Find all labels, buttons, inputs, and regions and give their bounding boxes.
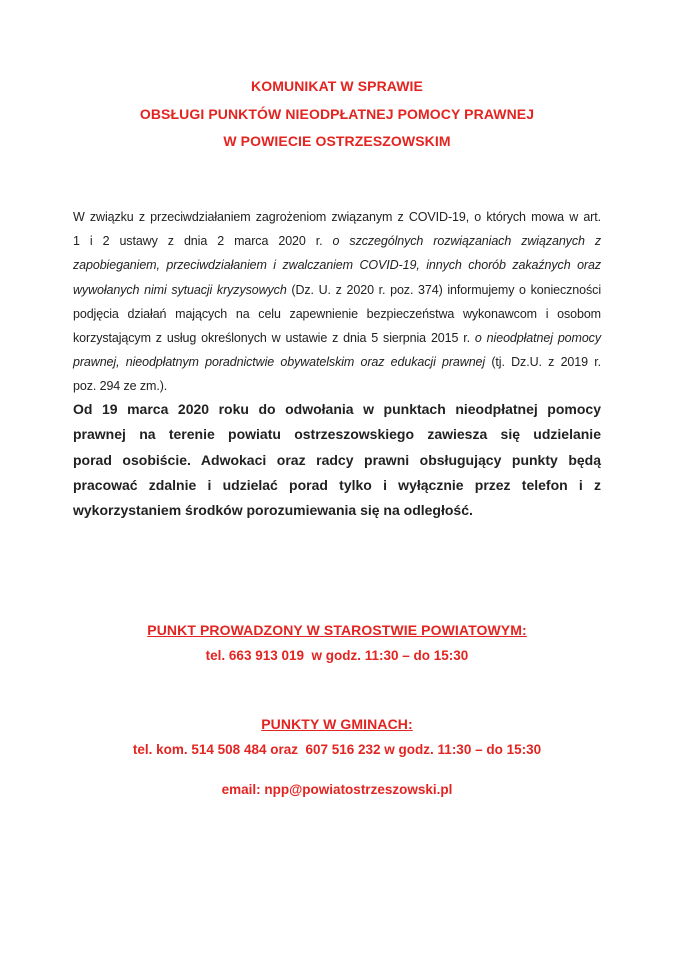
text-segment: poz. 294 ze zm.). xyxy=(73,379,168,394)
text-line xyxy=(73,350,601,374)
text-line xyxy=(73,498,601,523)
text-segment: OBSŁUGI PUNKTÓW NIEODPŁATNEJ POMOCY PRAWNEJ xyxy=(139,105,535,122)
text-segment: korzystającym z usług określonych w ustawie z dnia 5 sierpnia 2015 r. xyxy=(73,331,475,346)
text-line xyxy=(73,205,601,229)
text-segment: wykorzystaniem środków porozumiewania się na odległość. xyxy=(73,502,473,519)
text-segment: podjęcia działań mających na celu zapewnienie bezpieczeństwa wykonawcom i osobom xyxy=(73,306,601,321)
text-segment: prawnej na terenie powiatu ostrzeszowskiego zawiesza się udzielanie xyxy=(73,426,601,443)
text-line xyxy=(73,397,601,422)
text-line xyxy=(73,253,601,277)
text-segment: Od 19 marca 2020 roku do odwołania w punktach nieodpłatnej pomocy xyxy=(73,401,601,417)
gminy-phone-line: tel. kom. 514 508 484 oraz 607 516 232 w godz. 11:30 – do 15:30 xyxy=(132,742,542,757)
text-line xyxy=(73,101,601,129)
text-segment: W POWIECIE OSTRZESZOWSKIM xyxy=(223,133,451,149)
starostwo-section-heading: PUNKT PROWADZONY W STAROSTWIE POWIATOWYM: xyxy=(147,622,527,638)
text-line xyxy=(73,302,601,326)
text-line xyxy=(73,374,601,398)
document-title xyxy=(73,73,601,156)
text-segment: W związku z przeciwdziałaniem zagrożeniom związanym z COVID-19, o których mowa w art. xyxy=(73,210,601,224)
text-line xyxy=(73,448,601,473)
text-line xyxy=(73,422,601,447)
starostwo-phone-line: tel. 663 913 019 w godz. 11:30 – do 15:30 xyxy=(205,648,469,663)
text-line xyxy=(73,473,601,498)
text-segment: (Dz. U. z 2020 r. poz. 374) informujemy o konieczności xyxy=(286,282,601,297)
text-line xyxy=(73,278,601,302)
notice-paragraph xyxy=(73,397,601,523)
text-line xyxy=(73,73,601,101)
text-line xyxy=(73,326,601,350)
gminy-section-heading: PUNKTY W GMINACH: xyxy=(261,716,413,732)
italic-text-segment: zapobieganiem, przeciwdziałaniem i zwalczaniem COVID-19, innych chorób zakaźnych oraz xyxy=(73,258,601,273)
italic-text-segment: prawnej, nieodpłatnym poradnictwie obywatelskim oraz edukacji prawnej xyxy=(73,355,486,370)
intro-paragraph xyxy=(73,205,601,399)
italic-text-segment: o szczególnych rozwiązaniach związanych z xyxy=(332,234,601,249)
text-segment: (tj. Dz.U. z 2019 r. xyxy=(485,355,601,370)
text-segment: 1 i 2 ustawy z dnia 2 marca 2020 r. xyxy=(73,234,333,249)
text-line xyxy=(73,128,601,156)
text-segment: porad osobiście. Adwokaci oraz radcy prawni obsługujący punkty będą xyxy=(73,451,601,468)
text-line xyxy=(73,229,601,253)
text-segment: KOMUNIKAT W SPRAWIE xyxy=(251,78,423,94)
italic-text-segment: wywołanych nimi sytuacji kryzysowych xyxy=(73,282,287,297)
italic-text-segment: o nieodpłatnej pomocy xyxy=(474,331,601,346)
email-line: email: npp@powiatostrzeszowski.pl xyxy=(221,782,453,797)
text-segment: pracować zdalnie i udzielać porad tylko i wyłącznie przez telefon i z xyxy=(73,476,601,493)
